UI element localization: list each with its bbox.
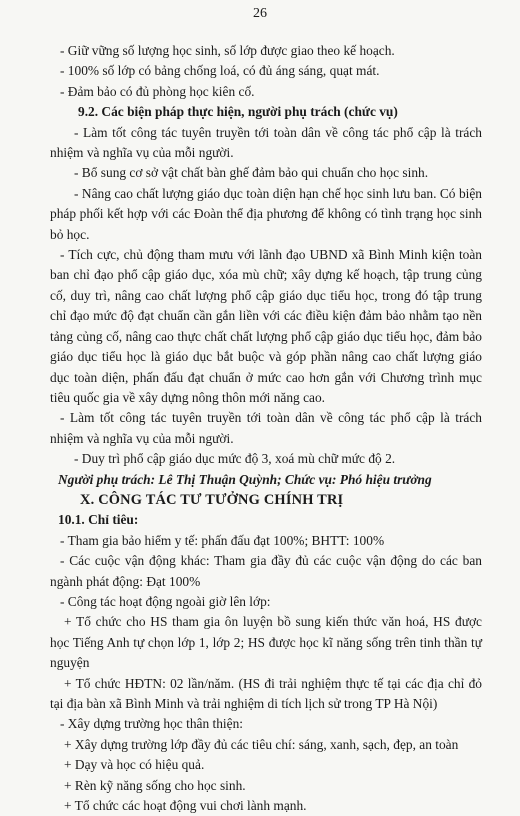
- bullet-maintain-universal-education: - Duy trì phổ cập giáo dục mức độ 3, xoá mù chữ mức độ 2.: [74, 451, 396, 467]
- bullet-propaganda-repeat: - Làm tốt công tác tuyên truyền tới toàn dân về công tác phổ cập là trách nhiệm và nghĩa vụ của mỗi người.: [50, 410, 482, 446]
- bullet-anti-glare-boards: - 100% số lớp có bảng chống loá, có đủ áng sáng, quạt mát.: [60, 63, 380, 79]
- bullet-education-quality: - Nâng cao chất lượng giáo dục toàn diện hạn chế học sinh lưu ban. Có biện pháp phối kết hợp với các Đoàn thể địa phương để không có tình trạng học sinh bỏ học.: [50, 185, 482, 242]
- bullet-proactive-advice: - Tích cực, chủ động tham mưu với lãnh đạo UBND xã Bình Minh kiện toàn ban chỉ đạo phổ cập giáo dục, xóa mù chữ; xây dựng kế hoạch, tập trung củng cố, duy trì, nâng cao chất lượng phổ cập giáo dục tiểu học, trong đó tập trung chỉ đạo mức độ đạt chuẩn cần gắn liền với các điều kiện đảm bảo nhằm tạo nền tảng củng cố, nâng cao thực chất chất lượng phổ cập giáo dục tiểu học, đảm bảo giáo dục tiểu học là giáo dục bắt buộc và góp phần nâng cao chất lượng giáo dục toàn diện, phấn đấu đạt chuẩn ở mức cao hơn gắn với Chương trình mục tiêu quốc gia về xây dựng nông thôn mới năng cao.: [50, 247, 482, 405]
- plus-school-criteria: + Xây dựng trường lớp đầy đủ các tiêu chí: sáng, xanh, sạch, đẹp, an toàn: [64, 736, 459, 752]
- page-body: [50, 41, 482, 816]
- person-in-charge: Người phụ trách: Lê Thị Thuận Quỳnh; Chức vụ: Phó hiệu trưởng: [58, 471, 432, 487]
- section-heading-x: X. CÔNG TÁC TƯ TƯỞNG CHÍNH TRỊ: [80, 491, 344, 508]
- page-number: 26: [253, 6, 267, 21]
- bullet-student-count: - Giữ vững số lượng học sinh, số lớp được giao theo kế hoạch.: [60, 43, 395, 58]
- bullet-friendly-school: - Xây dựng trường học thân thiện:: [60, 716, 243, 732]
- section-heading-10-1: 10.1. Chỉ tiêu:: [58, 512, 139, 528]
- section-heading-9-2: 9.2. Các biện pháp thực hiện, người phụ trách (chức vụ): [78, 104, 398, 120]
- bullet-facilities: - Bổ sung cơ sở vật chất bàn ghế đảm bảo qui chuẩn cho học sinh.: [74, 165, 429, 181]
- plus-life-skills: + Rèn kỹ năng sống cho học sinh.: [64, 777, 246, 793]
- bullet-extracurricular: - Công tác hoạt động ngoài giờ lên lớp:: [60, 593, 271, 609]
- plus-supplementary-study: + Tổ chức cho HS tham gia ôn luyện bồ sung kiến thức văn hoá, HS được học Tiếng Anh tự chọn lớp 1, lớp 2; HS được học kĩ năng sống trên tinh thần tự nguyện: [50, 614, 482, 671]
- bullet-propaganda: - Làm tốt công tác tuyên truyền tới toàn dân về công tác phổ cập là trách nhiệm và nghĩa vụ của mỗi người.: [50, 124, 482, 161]
- bullet-other-campaigns: - Các cuộc vận động khác: Tham gia đầy đủ các cuộc vận động do các ban ngành phát động: Đạt 100%: [50, 553, 482, 589]
- bullet-solid-classrooms: - Đảm bảo có đủ phòng học kiên cố.: [60, 83, 255, 99]
- plus-experiential-activities: + Tổ chức HĐTN: 02 lần/năm. (HS đi trải nghiệm thực tế tại các địa chỉ đỏ tại địa bàn xã Bình Minh và trải nghiệm di tích lịch sử trong TP Hà Nội): [50, 675, 482, 711]
- plus-effective-teaching: + Dạy và học có hiệu quả.: [64, 757, 205, 773]
- bullet-health-insurance: - Tham gia bảo hiểm y tế: phấn đấu đạt 100%; BHTT: 100%: [60, 532, 385, 548]
- plus-healthy-activities: + Tổ chức các hoạt động vui chơi lành mạnh.: [64, 798, 307, 814]
